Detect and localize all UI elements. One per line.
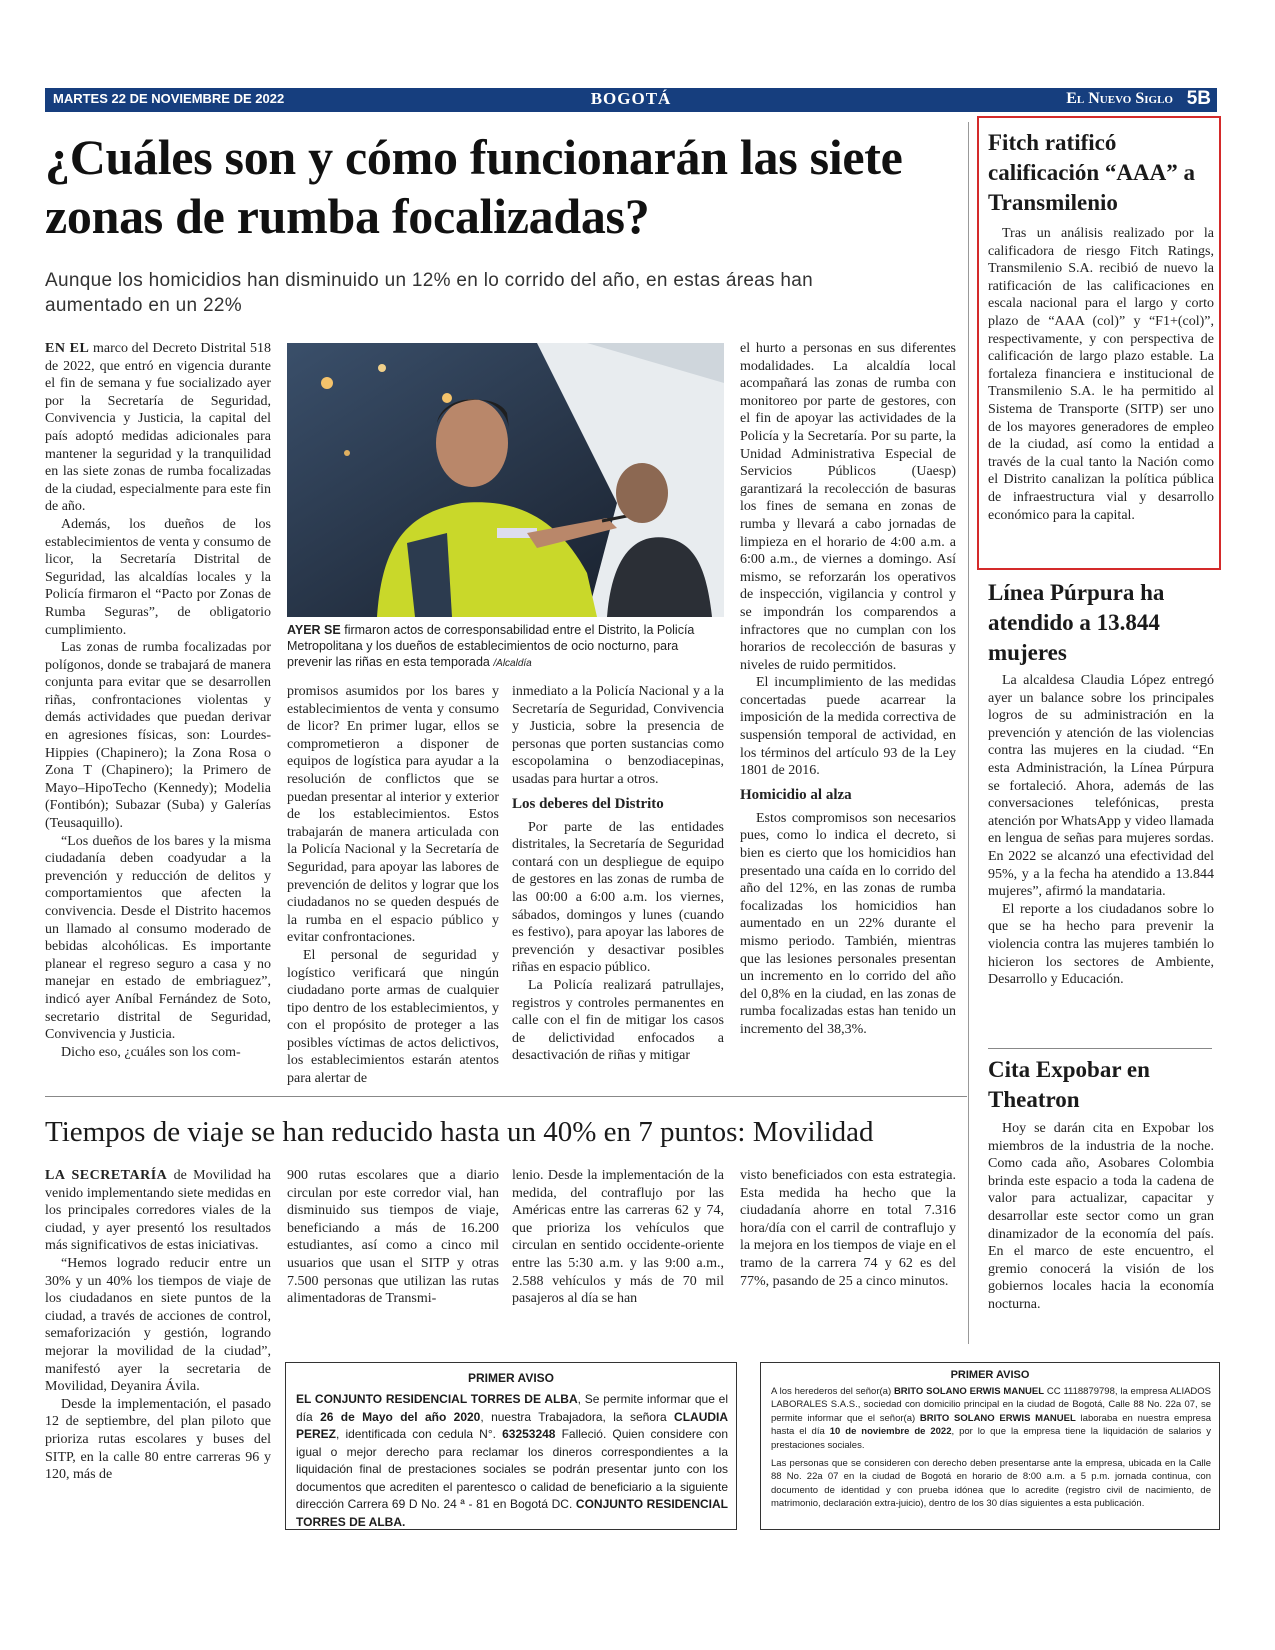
lead-word: LA SECRETARÍA [45,1168,168,1183]
sidebar-body-fitch: Tras un análisis realizado por la calificadora de riesgo Fitch Ratings, Transmilenio S.A. recibió de nuevo la ratificación de las calificaciones en escala nacional para el largo y corto plazo de “AAA (col)” y “F1+(col)”, respectivamente, y con perspectiva de calificación de largo plazo estable. La fortaleza financiera e institucional de Transmilenio S.A. le ha permitido al Sistema de Transporte (SITP) ser uno de los mayores generadores de empleo de la ciudad, así como la entidad a través de la cual tanto la Nación como el Distrito canalizan la política pública de infraestructura vial y desarrollo económico para la capital. [988,226,1214,523]
notice-title: PRIMER AVISO [467,1371,554,1385]
article-column-1 [45,340,271,1061]
notice-body: A los herederos del señor(a) BRITO SOLANO ERWIS MANUEL CC 1118879798, la empresa ALIADOS LABORALES S.A.S., sociedad con domicilio principal en la ciudad de Bogotá, Calle 88 No. 22a 07, se permite informar que el señor(a) BRITO SOLANO ERWIS MANUEL laboraba en nuestra empresa hasta el día 10 de noviembre de 2022, por lo que la empresa tiene la liquidación de salarios y prestaciones sociales. [771,1386,1212,1451]
page-header-bar [45,88,1217,112]
paragraph: el hurto a personas en sus diferentes modalidades. La alcaldía local acompañará las zonas de rumba con monitoreo por parte de gestores, con el fin de apoyar las actividades de la Policía y la Secretaría. Por su parte, la Unidad Administrativa Especial de Servicios Públicos (Uaesp) garantizará la recolección de basuras los fines de semana en zonas de rumba y llevará a cabo jornadas de limpieza en el horario de 4:00 a.m. a 6:00 a.m., de viernes a domingo. Así mismo, se reforzarán los operativos de inspección, vigilancia y control y se impondrán los comparendos a infractores que no cumplan con los horarios de recolección de basuras y niveles de ruido permitidos. [740,341,956,673]
paragraph: Desde la implementación, el pasado 12 de septiembre, del plan piloto que prioriza rutas escolares y buses del SITP, en la calle 80 entre carreras 96 y 120, más de [45,1396,271,1483]
paragraph: “Los dueños de los bares y la misma ciudadanía deben coadyudar a la prevención y reducción de delitos y comportamientos que afecten la convivencia. Desde el Distrito hacemos un llamado al consumo moderado de bebidas alcohólicas. Es importante planear el regreso seguro a casa y no manejar en estado de embriaguez”, indicó ayer Aníbal Fernández de Soto, secretario distrital de Seguridad, Convivencia y Justicia. [45,833,271,1043]
section-divider [45,1096,967,1097]
article-column-2 [287,683,499,1088]
caption-lead: AYER SE [287,623,341,637]
sidebar-headline-fitch: Fitch ratificó calificación “AAA” a Transmilenio [988,130,1195,215]
paragraph: Dicho eso, ¿cuáles son los com- [61,1044,241,1060]
paragraph: LA SECRETARÍA de Movilidad ha venido implementando siete medidas en los principales corredores viales de la ciudad, y ayer presentó los resultados más significativos de estas iniciativas. [45,1168,272,1254]
section-name: BOGOTÁ [590,89,672,108]
notice-title: PRIMER AVISO [950,1369,1030,1381]
issue-date: MARTES 22 DE NOVIEMBRE DE 2022 [53,91,285,106]
paragraph: El personal de seguridad y logístico verificará que ningún ciudadano porte armas de cualquier tipo dentro de los establecimientos, y con el propósito de proteger a las posibles víctimas de actos delictivos, los establecimientos estarán atentos para alertar de [287,947,499,1087]
movilidad-column-2: 900 rutas escolares que a diario circulan por este corredor vial, han disminuido sus tiempos de viaje, beneficiando a más de 16.200 estudiantes, así como a cinco mil usuarios que usan el SITP y otras 7.500 personas que utilizan las rutas alimentadoras de Transmi- [287,1168,499,1307]
photo-caption: AYER SE firmaron actos de corresponsabilidad entre el Distrito, la Policía Metropolitana y los dueños de establecimientos de ocio nocturno, para prevenir las riñas en esta temporada /Alcaldía [287,623,695,669]
paragraph: Por parte de las entidades distritales, la Secretaría de Seguridad contará con un despliegue de equipo de gestores en las zonas de rumba de las 00:00 a 6:00 a.m. los viernes, sábados, domingos y lunes (cuando es festivo), para apoyar las labores de prevención y desactivar posibles riñas en espacio público. [512,819,724,976]
sidebar-headline-linea: Línea Púrpura ha atendido a 13.844 mujeres [988,580,1165,665]
newspaper-name: El Nuevo Siglo [1066,90,1173,107]
notice-body: EL CONJUNTO RESIDENCIAL TORRES DE ALBA, Se permite informar que el día 26 de Mayo del año 2020, nuestra Trabajadora, la señora CLAUDIA PEREZ, identificada con cedula N°. 63253248 Falleció. Quien considere con igual o mejor derecho para reclamar los dineros correspondientes a la liquidación final de prestaciones sociales se podrán presentar junto con los documentos que acrediten el parentesco o calidad de beneficiario a la siguiente dirección Carrera 69 D No. 24 ª - 81 en Bogotá DC. CONJUNTO RESIDENCIAL TORRES DE ALBA. [296,1392,729,1529]
paragraph: “Hemos logrado reducir entre un 30% y un 40% los tiempos de viaje de los ciudadanos en siete puntos de la ciudad, a través de acciones de control, semaforización y gestión, logrando mejorar la movilidad de la ciudad”, manifestó ayer la secretaria de Movilidad, Deyanira Ávila. [45,1255,271,1395]
paragraph: inmediato a la Policía Nacional y a la Secretaría de Seguridad, Convivencia y Justicia, sobre la presencia de personas que porten sustancias como escopolamina o benzodiacepinas, usadas para hurtar a otros. [512,684,724,787]
subhead: Los deberes del Distrito [512,795,664,812]
photo-credit: /Alcaldía [493,658,532,669]
movilidad-column-4: visto beneficiados con esta estrategia. Esta medida ha hecho que la ciudadanía ahorre en total 7.316 hora/día con el carril de contraflujo y la mejora en los tiempos de viaje en el tramo de la carrera 74 y 62 es del 77%, pasando de 25 a cinco minutos. [740,1168,956,1289]
sidebar-divider [988,1048,1212,1049]
sidebar-body-linea: La alcaldesa Claudia López entregó ayer un balance sobre los principales logros de su administración en la prevención y atención de las violencias contra las mujeres en la ciudad. “En esta Administración, la Línea Púrpura se fortaleció. Ahora, además de las conversaciones telefónicas, presta atención por WhatsApp y video llamada en lengua de señas para mujeres sordas. En 2022 se alcanzó una efectividad del 95%, y a la fecha ha atendido a 13.844 mujeres”, afirmó la mandataria. El reporte a los ciudadanos sobre lo que se ha hecho para prevenir la violencia contra las mujeres también lo hicieron los sectores de Ambiente, Desarrollo y Educación. [988,673,1214,988]
legal-notice-1 [285,1362,737,1530]
column-divider [968,122,969,1344]
lead-word: EN EL [45,341,90,356]
paragraph: Estos compromisos son necesarios pues, como lo indica el decreto, si bien es cierto que los homicidios han presentado una caída en lo corrido del año del 12%, en las zonas de rumba focalizadas los homicidios han aumentado en un 22% durante el mismo periodo. También, mientras que las lesiones personales presentan un incremento en lo corrido del año del 0,8% en la ciudad, en las zonas de rumba focalizadas estas han tenido un incremento del 38,3%. [740,810,956,1037]
main-deck: Aunque los homicidios han disminuido un 12% en lo corrido del año, en estas áreas han aumentado en un 22% [45,270,814,316]
paragraph: Las zonas de rumba focalizadas por polígonos, donde se trabajará de manera conjunta para evitar que se desarrollen riñas, confrontaciones violentas y demás actividades que puedan derivar en agresiones físicas, son: Lourdes-Hippies (Chapinero); la Zona Rosa o Zona T (Chapinero); la Primero de Mayo–HipoTecho (Kennedy); Modelia (Fontibón); Subazar (Suba) y Galerías (Teusaquillo). [45,640,271,832]
paragraph: Además, los dueños de los establecimientos de venta y consumo de licor, la Secretaría Distrital de Seguridad, las alcaldías locales y la Policía firmaron el “Pacto por Zonas de Rumba Seguras”, de obligatorio cumplimiento. [45,516,271,638]
main-headline: ¿Cuáles son y cómo funcionarán las siete zonas de rumba focalizadas? [45,129,903,244]
article-photo [287,343,724,617]
sidebar-headline-cita: Cita Expobar en Theatron [988,1057,1150,1112]
article-column-4 [740,340,956,1039]
legal-notice-2 [760,1362,1220,1530]
police-officer-photo [287,343,724,617]
paragraph: promisos asumidos por los bares y establecimientos de venta y consumo de licor? En primer lugar, ellos se comprometieron a disponer de equipos de logística para ayudar a la resolución de conflictos que se puedan presentar al interior y exterior de los establecimientos. Estos trabajarán de manera articulada con la Policía Nacional y la Secretaría de Seguridad, para apoyar las labores de prevención de delitos y lograr que los ciudadanos no se queden después de la rumba en el espacio público y evitar confrontaciones. [287,684,499,946]
paragraph: EN EL marco del Decreto Distrital 518 de 2022, que entró en vigencia durante el fin de semana y fue socializado ayer por la Secretaría de Seguridad, Convivencia y Justicia, la capital del país adoptó medidas adicionales para mantener la seguridad y la tranquilidad en las siete zonas de rumba focalizadas de la ciudad, especialmente para este fin de año. [45,341,271,515]
page-number: 5B [1186,88,1211,109]
subhead: Homicidio al alza [740,786,852,803]
paragraph: El incumplimiento de las medidas concertadas puede acarrear la imposición de la medida correctiva de suspensión temporal de actividad, en los términos del artículo 93 de la Ley 1801 de 2016. [740,675,956,779]
movilidad-column-3: lenio. Desde la implementación de la medida, del contraflujo por las Américas entre las carreras 62 y 74, que prioriza los vehículos que circulan en sentido occidente-oriente entre las 5:30 a.m. y las 9:00 a.m., 2.588 vehículos y más de 70 mil pasajeros al día se han [512,1168,724,1307]
notice-body-2: Las personas que se consideren con derecho deben presentarse ante la empresa, ubicada en la Calle 88 No. 22a 07 en la ciudad de Bogotá en horario de 8:00 a.m. a 5 p.m. jornada continua, con documento de identidad y con prueba idónea que lo acredite (registro civil de nacimiento, de matrimonio, declaración extra-juicio), dentro de los 30 días siguientes a esta publicación. [771,1458,1211,1510]
movilidad-column-1 [45,1167,271,1484]
paragraph: La Policía realizará patrullajes, registros y controles permanentes en calle con el fin de mitigar los casos de delictividad enfocados a desactivación de riñas y mitigar [512,977,724,1064]
movilidad-headline: Tiempos de viaje se han reducido hasta un 40% en 7 puntos: Movilidad [45,1116,874,1148]
sidebar-body-cita: Hoy se darán cita en Expobar los miembros de la industria de la noche. Como cada año, Asobares Colombia brinda este espacio a toda la cadena de valor para actualizar, capacitar y desarrollar este sector como un gran dinamizador de la economía del país. En el marco de este encuentro, el gremio conocerá la visión de los gobiernos locales hacia la economía nocturna. [988,1121,1214,1312]
article-column-3 [512,683,724,1065]
